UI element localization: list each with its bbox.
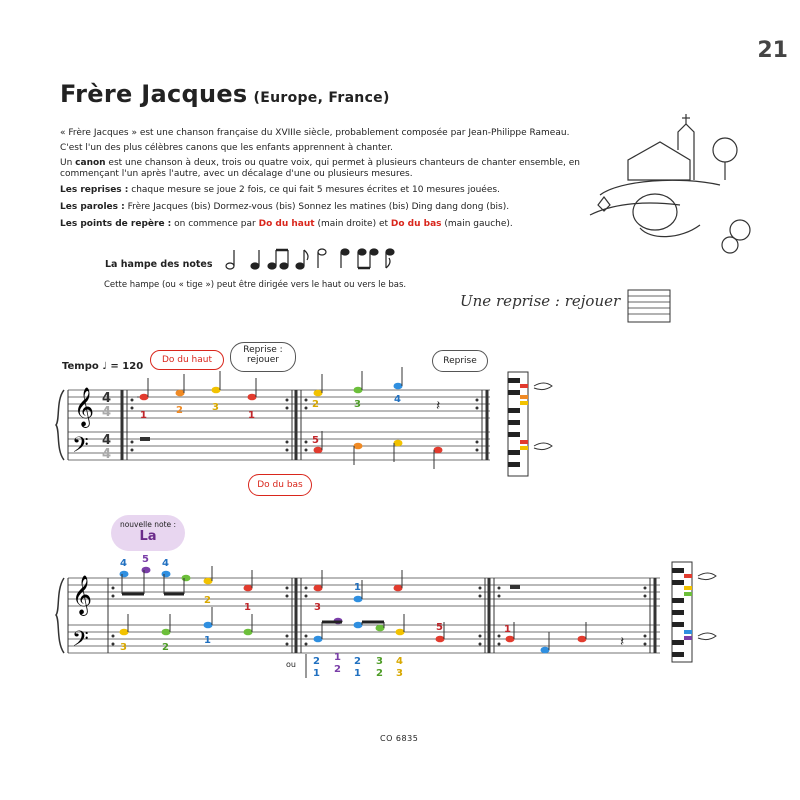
bass-staff-2 (68, 625, 660, 653)
right-hand-icon (534, 383, 552, 390)
svg-text:4: 4 (102, 391, 112, 406)
church-illustration (590, 114, 750, 253)
reprises-text: chaque mesure se joue 2 fois, ce qui fait 5 mesures écrites et 10 mesures jouées. (128, 185, 500, 195)
measure-5-notes (504, 585, 624, 653)
svg-text:1: 1 (244, 602, 251, 613)
reperes-text-3: (main gauche). (441, 219, 513, 229)
svg-text:3: 3 (354, 399, 361, 410)
title-text: Frère Jacques (60, 80, 248, 108)
hampe-label: La hampe des notes (105, 259, 213, 270)
reperes-do-haut: Do du haut (258, 219, 315, 229)
tempo-value: = 120 (110, 361, 144, 372)
bubble-do-du-haut: Do du haut (150, 350, 224, 370)
svg-text:4: 4 (102, 447, 112, 462)
svg-text:3: 3 (120, 642, 127, 653)
system-2 (56, 554, 716, 679)
keyboard-icon-2 (672, 562, 692, 662)
barlines-1 (122, 390, 487, 460)
footer-code: CO 6835 (380, 734, 419, 743)
half-rest-icon (510, 585, 520, 589)
svg-text:4: 4 (120, 558, 127, 569)
svg-text:1: 1 (354, 582, 361, 593)
bubble-do-du-bas: Do du bas (248, 474, 312, 496)
new-note-label: nouvelle note : (119, 520, 177, 529)
bass-clef-icon-2: 𝄢 (72, 627, 89, 657)
svg-text:1: 1 (248, 410, 255, 421)
svg-text:1: 1 (313, 668, 320, 679)
paroles-label: Les paroles : (60, 202, 125, 212)
barlines-2 (108, 578, 655, 653)
svg-text:3: 3 (376, 656, 383, 667)
left-hand-icon-2 (698, 633, 716, 640)
subtitle: (Europe, France) (253, 90, 390, 106)
treble-clef-icon: 𝄞 (74, 387, 95, 427)
svg-text:4: 4 (162, 558, 169, 569)
canon-word: canon (75, 158, 106, 168)
measure-3-notes (120, 554, 253, 653)
canon-text: est une chanson à deux, trois ou quatre voix, qui permet à plusieurs chanteurs de chanter ensemble, en commençant l'un après l'autre, avec un décalage d'une ou plusieurs mesures. (60, 158, 580, 179)
left-hand-icon (534, 443, 552, 450)
svg-text:1: 1 (334, 652, 341, 663)
reperes-do-bas: Do du bas (390, 219, 442, 229)
measure-4-notes (306, 570, 445, 679)
svg-text:1: 1 (354, 668, 361, 679)
svg-text:2: 2 (313, 656, 320, 667)
svg-text:4: 4 (102, 405, 112, 420)
whole-rest-icon (140, 437, 150, 441)
keyboard-icon-1 (508, 372, 528, 476)
reperes-text-1: on commence par (171, 219, 259, 229)
brace-1 (56, 390, 64, 460)
page-number: 21 (757, 38, 788, 63)
hampe-caption: Cette hampe (ou « tige ») peut être dirigée vers le haut ou vers le bas. (104, 280, 407, 290)
canon-prefix: Un (60, 158, 76, 168)
svg-text:1: 1 (140, 410, 147, 421)
ou-label: ou (286, 660, 296, 669)
svg-text:2: 2 (312, 399, 319, 410)
reperes-label: Les points de repère : (60, 219, 172, 229)
time-signature-1 (102, 391, 111, 462)
reperes-text-2: (main droite) et (314, 219, 391, 229)
bass-staff-1 (68, 432, 490, 460)
svg-text:1: 1 (504, 624, 511, 635)
reprises-label: Les reprises : (60, 185, 129, 195)
svg-text:4: 4 (396, 656, 403, 667)
svg-text:2: 2 (176, 405, 183, 416)
svg-text:2: 2 (162, 642, 169, 653)
intro-line-2: C'est l'un des plus célèbres canons que les enfants apprennent à chanter. (60, 143, 393, 153)
treble-staff-2 (68, 578, 660, 606)
right-hand-icon-2 (698, 573, 716, 580)
bubble-reprise-rejouer: Reprise : rejouer (230, 342, 296, 372)
new-note-name: La (139, 529, 157, 544)
svg-text:4: 4 (394, 394, 401, 405)
paroles-text: Frère Jacques (bis) Dormez-vous (bis) Sonnez les matines (bis) Ding dang dong (bis). (124, 202, 510, 212)
svg-text:3: 3 (314, 602, 321, 613)
svg-text:5: 5 (312, 435, 319, 446)
tempo-label: Tempo (62, 361, 99, 372)
svg-text:3: 3 (396, 668, 403, 679)
svg-text:2: 2 (376, 668, 383, 679)
quarter-rest-icon: 𝄽 (436, 398, 441, 414)
svg-text:1: 1 (204, 635, 211, 646)
system-1 (56, 367, 552, 476)
bubble-reprise: Reprise (432, 350, 488, 372)
quarter-rest-icon-2: 𝄽 (620, 634, 625, 650)
treble-staff-1 (68, 390, 490, 418)
repeat-dots-2 (112, 587, 647, 646)
svg-text:3: 3 (212, 402, 219, 413)
svg-text:2: 2 (354, 656, 361, 667)
repeat-sign-icon (628, 290, 670, 322)
svg-text:4: 4 (102, 433, 112, 448)
quarter-note-icon: ♩ (102, 361, 107, 372)
svg-text:2: 2 (334, 664, 341, 675)
svg-text:2: 2 (204, 595, 211, 606)
reprise-definition: Une reprise : rejouer (460, 292, 621, 310)
svg-text:5: 5 (142, 554, 149, 565)
intro-line-1: « Frère Jacques » est une chanson française du XVIIIe siècle, probablement composée par Jean-Philippe Rameau. (60, 128, 570, 138)
measure-1-notes (137, 371, 257, 441)
treble-clef-icon-2: 𝄞 (72, 575, 93, 615)
svg-text:5: 5 (436, 622, 443, 633)
brace-2 (56, 578, 64, 653)
bass-clef-icon: 𝄢 (72, 433, 89, 463)
note-stem-examples (226, 249, 394, 269)
